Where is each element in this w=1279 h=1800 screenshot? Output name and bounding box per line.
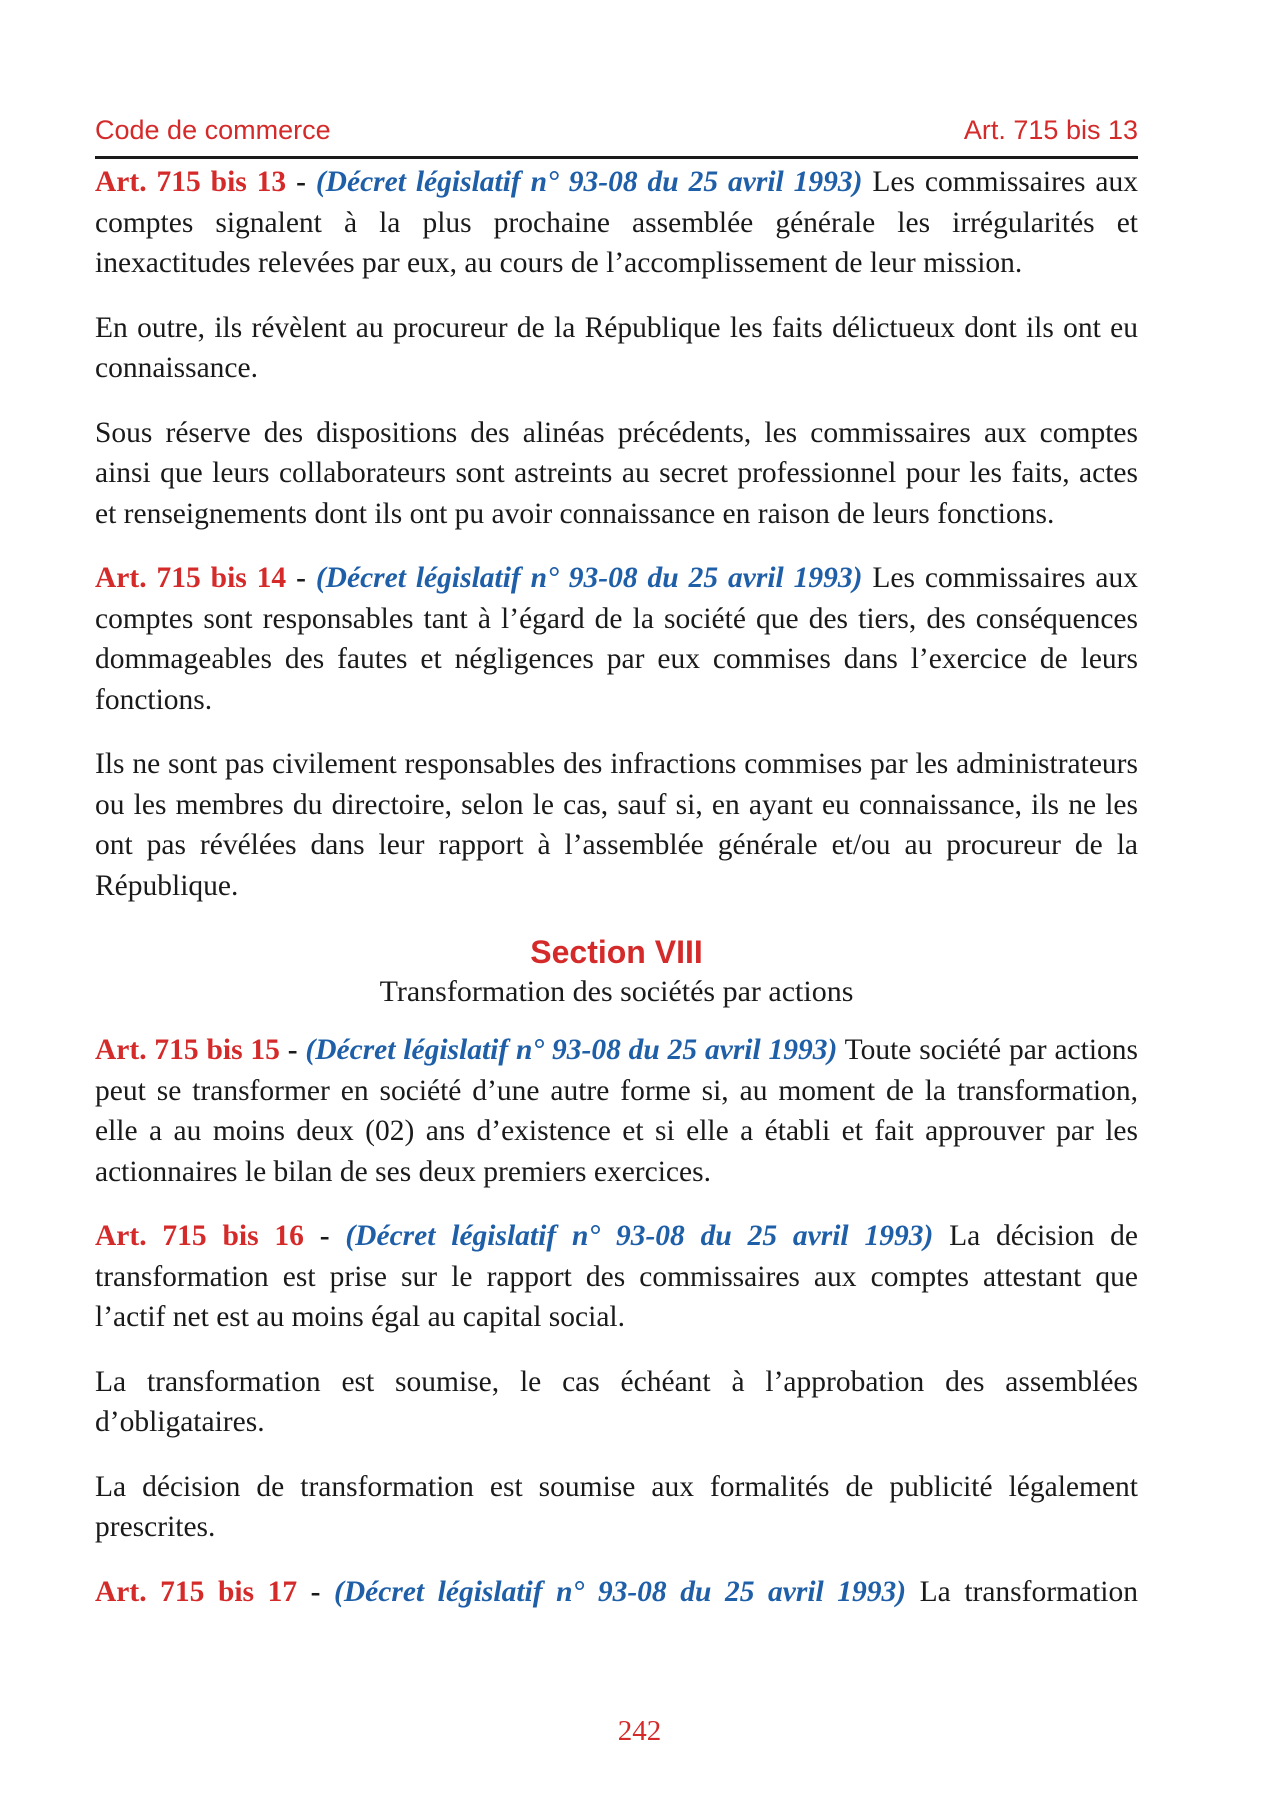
article-number: Art. 715 bis 15 xyxy=(95,1034,280,1066)
article-715-bis-16: Art. 715 bis 16 - (Décret législatif n° 93-08 du 25 avril 1993) La décision de transformation est prise sur le rapport des commissaires aux comptes attestant que l’actif net est au moins égal au capital social. xyxy=(95,1220,1139,1333)
header-rule xyxy=(95,156,1138,159)
article-number: Art. 715 bis 16 xyxy=(95,1220,304,1252)
paragraph: La décision de transformation est soumise aux formalités de publicité légalement prescrites. xyxy=(95,1470,1138,1543)
paragraph: Ils ne sont pas civilement responsables des infractions commises par les administrateurs ou les membres du directoire, selon le cas, sauf si, en ayant eu connaissance, ils ne les ont pas révélées dans leur rapport à l’assemblée générale et/ou au procureur de la République. xyxy=(95,748,1138,902)
article-number: Art. 715 bis 17 xyxy=(95,1575,298,1608)
article-number: Art. 715 bis 13 xyxy=(95,166,287,198)
article-text: La décision de transformation est prise sur le rapport des commissaires aux comptes attestant que l’actif net est au moins égal au capital social. xyxy=(95,1220,1139,1333)
section-subtitle: Transformation des sociétés par actions xyxy=(379,975,854,1008)
article-715-bis-15: Art. 715 bis 15 - (Décret législatif n° 93-08 du 25 avril 1993) Toute société par actions peut se transformer en société d’une autre forme si, au moment de la transformation, elle a au moins deux (02) ans d’existence et si elle a établi et fait approuver par les actionnaires le bilan de ses deux premiers exercices. xyxy=(95,1034,1139,1188)
decree-reference: (Décret législatif n° 93-08 du 25 avril 1993) xyxy=(334,1575,907,1608)
article-715-bis-14: Art. 715 bis 14 - (Décret législatif n° 93-08 du 25 avril 1993) Les commissaires aux comptes sont responsables tant à l’égard de la société que des tiers, des conséquences dommageables des fautes et négligences par eux commises dans l’exercice de leurs fonctions. xyxy=(95,562,1138,716)
article-715-bis-13: Art. 715 bis 13 - (Décret législatif n° 93-08 du 25 avril 1993) Les commissaires aux comptes signalent à la plus prochaine assemblée générale les irrégularités et inexactitudes relevées par eux, au cours de l’accomplissement de leur mission. xyxy=(95,166,1138,279)
section-title: Section VIII xyxy=(530,934,703,970)
paragraph: En outre, ils révèlent au procureur de la République les faits délictueux dont ils ont eu connaissance. xyxy=(95,311,1138,384)
decree-reference: (Décret législatif n° 93-08 du 25 avril 1993) xyxy=(345,1220,934,1252)
article-text: La transformation xyxy=(906,1575,1138,1608)
article-text: Les commissaires aux comptes sont responsables tant à l’égard de la société que des tiers, des conséquences dommageables des fautes et négligences par eux commises dans l’exercice de leurs fonctions. xyxy=(95,562,1138,716)
paragraph: La transformation est soumise, le cas échéant à l’approbation des assemblées d’obligataires. xyxy=(95,1365,1138,1438)
paragraph: Sous réserve des dispositions des alinéas précédents, les commissaires aux comptes ainsi que leurs collaborateurs sont astreints au secret professionnel pour les faits, actes et renseignements dont ils ont pu avoir connaissance en raison de leurs fonctions. xyxy=(95,416,1138,530)
decree-reference: (Décret législatif n° 93-08 du 25 avril 1993) xyxy=(315,562,863,594)
decree-reference: (Décret législatif n° 93-08 du 25 avril 1993) xyxy=(315,166,863,198)
running-header xyxy=(95,112,1138,146)
header-book-title: Code de commerce xyxy=(95,115,331,145)
decree-reference: (Décret législatif n° 93-08 du 25 avril 1993) xyxy=(305,1034,838,1066)
page-body xyxy=(95,162,1138,1636)
article-text: Toute société par actions peut se transformer en société d’une autre forme si, au moment de la transformation, elle a au moins deux (02) ans d’existence et si elle a établi et fait approuver par les actionnaires le bilan de ses deux premiers exercices. xyxy=(95,1034,1139,1188)
article-text: Les commissaires aux comptes signalent à la plus prochaine assemblée générale les irrégularités et inexactitudes relevées par eux, au cours de l’accomplissement de leur mission. xyxy=(95,166,1138,279)
article-715-bis-17: Art. 715 bis 17 - (Décret législatif n° 93-08 du 25 avril 1993) La transformation xyxy=(95,1575,1138,1608)
article-number: Art. 715 bis 14 xyxy=(95,562,287,594)
page-number: 242 xyxy=(617,1715,662,1747)
header-article-ref: Art. 715 bis 13 xyxy=(963,115,1138,145)
section-heading xyxy=(95,932,1138,1012)
